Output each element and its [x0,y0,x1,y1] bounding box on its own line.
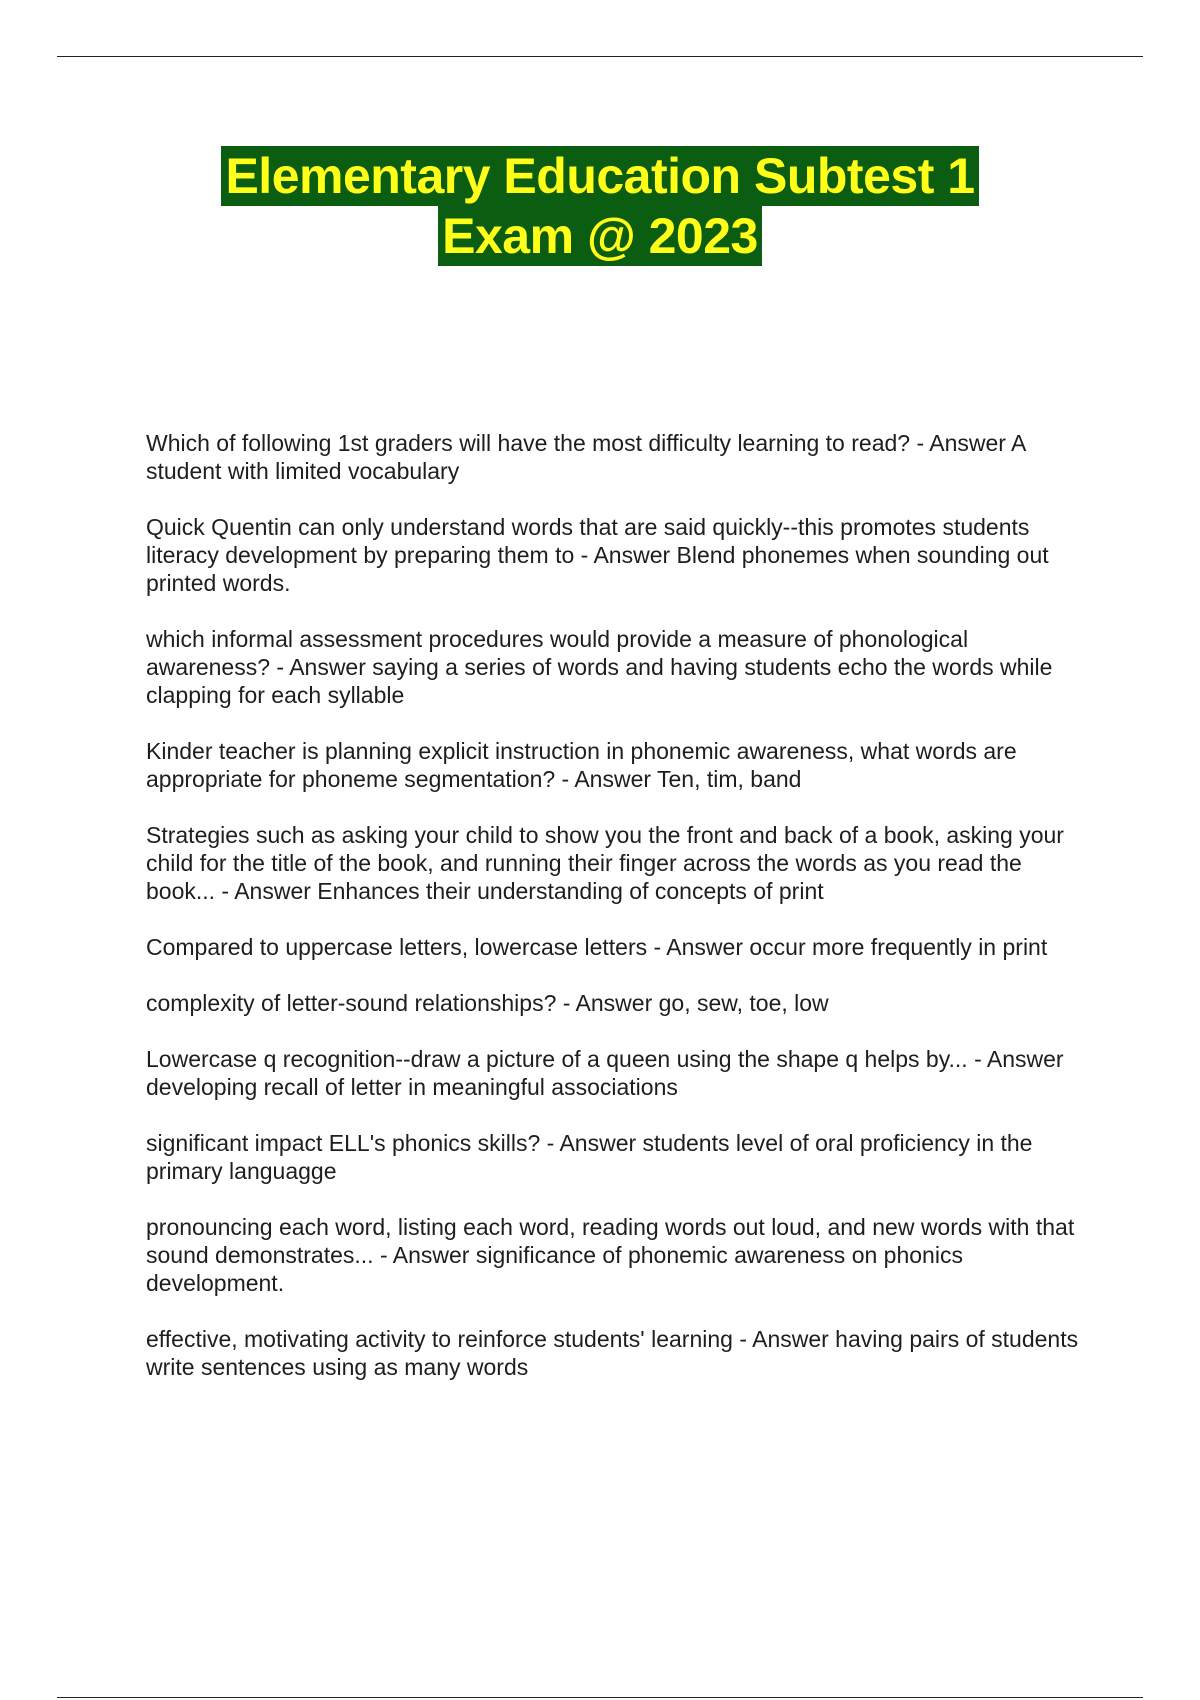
qa-item: Strategies such as asking your child to show you the front and back of a book, asking your child for the title of the book, and running their finger across the words as you read the book... - Answer Enhances their understanding of concepts of print [146,822,1064,904]
bottom-rule [57,1697,1143,1698]
title-line-1: Elementary Education Subtest 1 [221,146,978,206]
question-answer-list [146,406,1086,1409]
qa-item: pronouncing each word, listing each word, reading words out loud, and new words with that sound demonstrates... - Answer significance of phonemic awareness on phonics development. [146,1214,1075,1296]
qa-item: Compared to uppercase letters, lowercase letters - Answer occur more frequently in print [146,934,1048,960]
qa-item: Quick Quentin can only understand words that are said quickly--this promotes students literacy development by preparing them to - Answer Blend phonemes when sounding out printed words. [146,514,1049,596]
qa-item: Lowercase q recognition--draw a picture of a queen using the shape q helps by... - Answer developing recall of letter in meaningful associations [146,1046,1064,1100]
qa-item: effective, motivating activity to reinforce students' learning - Answer having pairs of students write sentences using as many words [146,1326,1079,1380]
page-title [0,146,1200,266]
qa-item: significant impact ELL's phonics skills? - Answer students level of oral proficiency in the primary languagge [146,1130,1033,1184]
qa-item: which informal assessment procedures would provide a measure of phonological awareness? - Answer saying a series of words and having students echo the words while clapping for each syllable [146,626,1053,708]
title-line-2: Exam @ 2023 [438,206,762,266]
top-rule [57,56,1143,57]
qa-item: Which of following 1st graders will have the most difficulty learning to read? - Answer A student with limited vocabulary [146,430,1026,484]
qa-item: Kinder teacher is planning explicit instruction in phonemic awareness, what words are appropriate for phoneme segmentation? - Answer Ten, tim, band [146,738,1017,792]
qa-item: complexity of letter-sound relationships? - Answer go, sew, toe, low [146,990,829,1016]
